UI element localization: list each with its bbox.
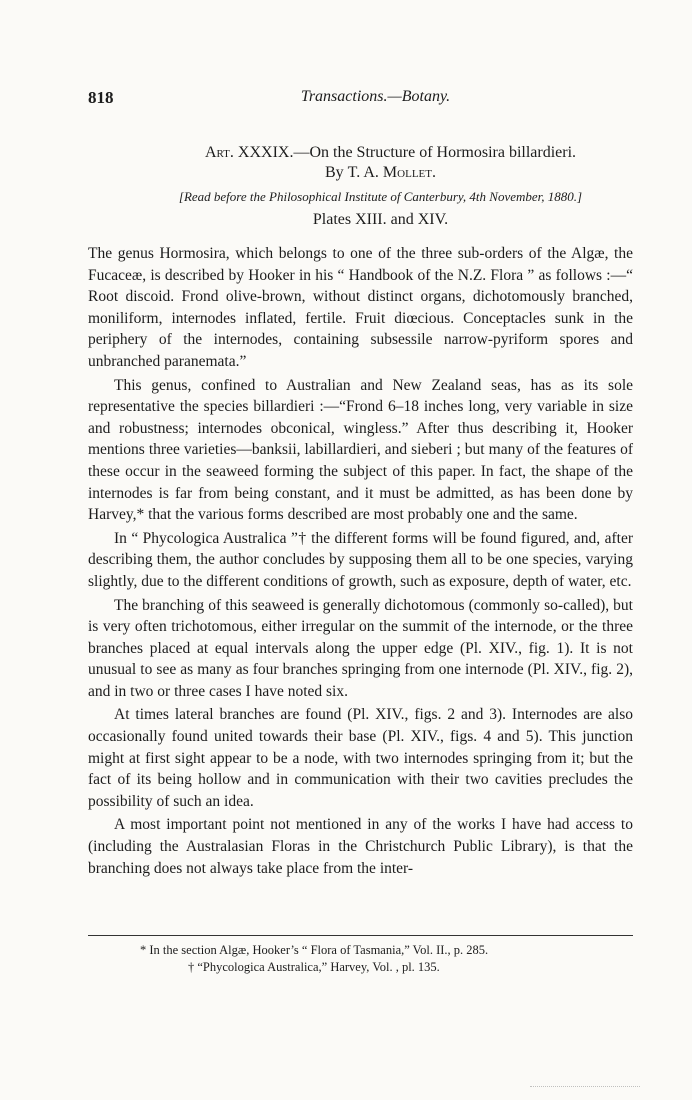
scan-specks bbox=[530, 1086, 640, 1091]
author-prefix: By bbox=[325, 164, 348, 181]
paragraph: In “ Phycologica Australica ”† the different forms will be found figured, and, after describing them, the author concludes by supposing them all to be one species, varying slightly, due to the different conditions of growth, such as exposure, depth of water, etc. bbox=[88, 529, 633, 590]
author-name: T. A. Mollet. bbox=[347, 164, 436, 181]
running-head: Transactions.—Botany. bbox=[300, 88, 451, 105]
article-title-text: —On the Structure of Hormosira billardieri. bbox=[293, 144, 577, 161]
paragraph: The branching of this seaweed is generally dichotomous (commonly so-called), but is very often trichotomous, either irregular on the summit of the internode, or the three branches placed at equal intervals along the upper edge (Pl. XIV., fig. 1). It is not unusual to see as many as four branches springing from one internode (Pl. XIV., fig. 2), and in two or three cases I have noted six. bbox=[88, 596, 633, 700]
footnotes bbox=[88, 935, 633, 976]
page-header bbox=[88, 88, 633, 108]
footnote-divider bbox=[88, 935, 633, 936]
paragraph: At times lateral branches are found (Pl. XIV., figs. 2 and 3). Internodes are also occasionally found united towards their base (Pl. XIV., figs. 4 and 5). This junction might at first sight appear to be a node, with two internodes springing from it; but the fact of its being hollow and in communication with their two cavities precludes the possibility of such an idea. bbox=[88, 706, 633, 810]
author-line bbox=[88, 163, 633, 183]
body-text bbox=[88, 243, 633, 881]
paragraph: The genus Hormosira, which belongs to one of the three sub-orders of the Algæ, the Fucaceæ, is described by Hooker in his “ Handbook of the N.Z. Flora ” as follows :—“ Root discoid. Frond olive-brown, without distinct organs, dichotomously branched, moniliform, internodes inflated, fertile. Fruit diœcious. Conceptacles sunk in the periphery of the internodes, containing subsessile narrow-pyriform spores and unbranched paranemata.” bbox=[88, 245, 633, 370]
page-number: 818 bbox=[88, 88, 114, 107]
article-number: Art. XXXIX. bbox=[204, 144, 294, 161]
plates-line: Plates XIII. and XIV. bbox=[312, 211, 449, 228]
footnote: * In the section Algæ, Hooker’s “ Flora of Tasmania,” Vol. II., p. 285. bbox=[140, 943, 489, 957]
read-note: [Read before the Philosophical Institute of Canterbury, 4th November, 1880.] bbox=[178, 189, 583, 204]
footnote: † “Phycologica Australica,” Harvey, Vol. , pl. 135. bbox=[188, 960, 440, 974]
article-title-block bbox=[88, 143, 633, 231]
paragraph: This genus, confined to Australian and New Zealand seas, has as its sole representative the species billardieri :—“Frond 6–18 inches long, very variable in size and robustness; internodes obconical, wingless.” After thus describing it, Hooker mentions three varieties—banksii, labillardieri, and sieberi ; but many of the features of these occur in the seaweed forming the subject of this paper. In fact, the shape of the internodes is far from being constant, and it must be admitted, as has been done by Harvey,* that the various forms described are most probably one and the same. bbox=[88, 376, 633, 524]
paragraph: A most important point not mentioned in any of the works I have had access to (including the Australasian Floras in the Christchurch Public Library), is that the branching does not always take place from the inter- bbox=[88, 816, 633, 877]
article-title bbox=[88, 143, 633, 163]
